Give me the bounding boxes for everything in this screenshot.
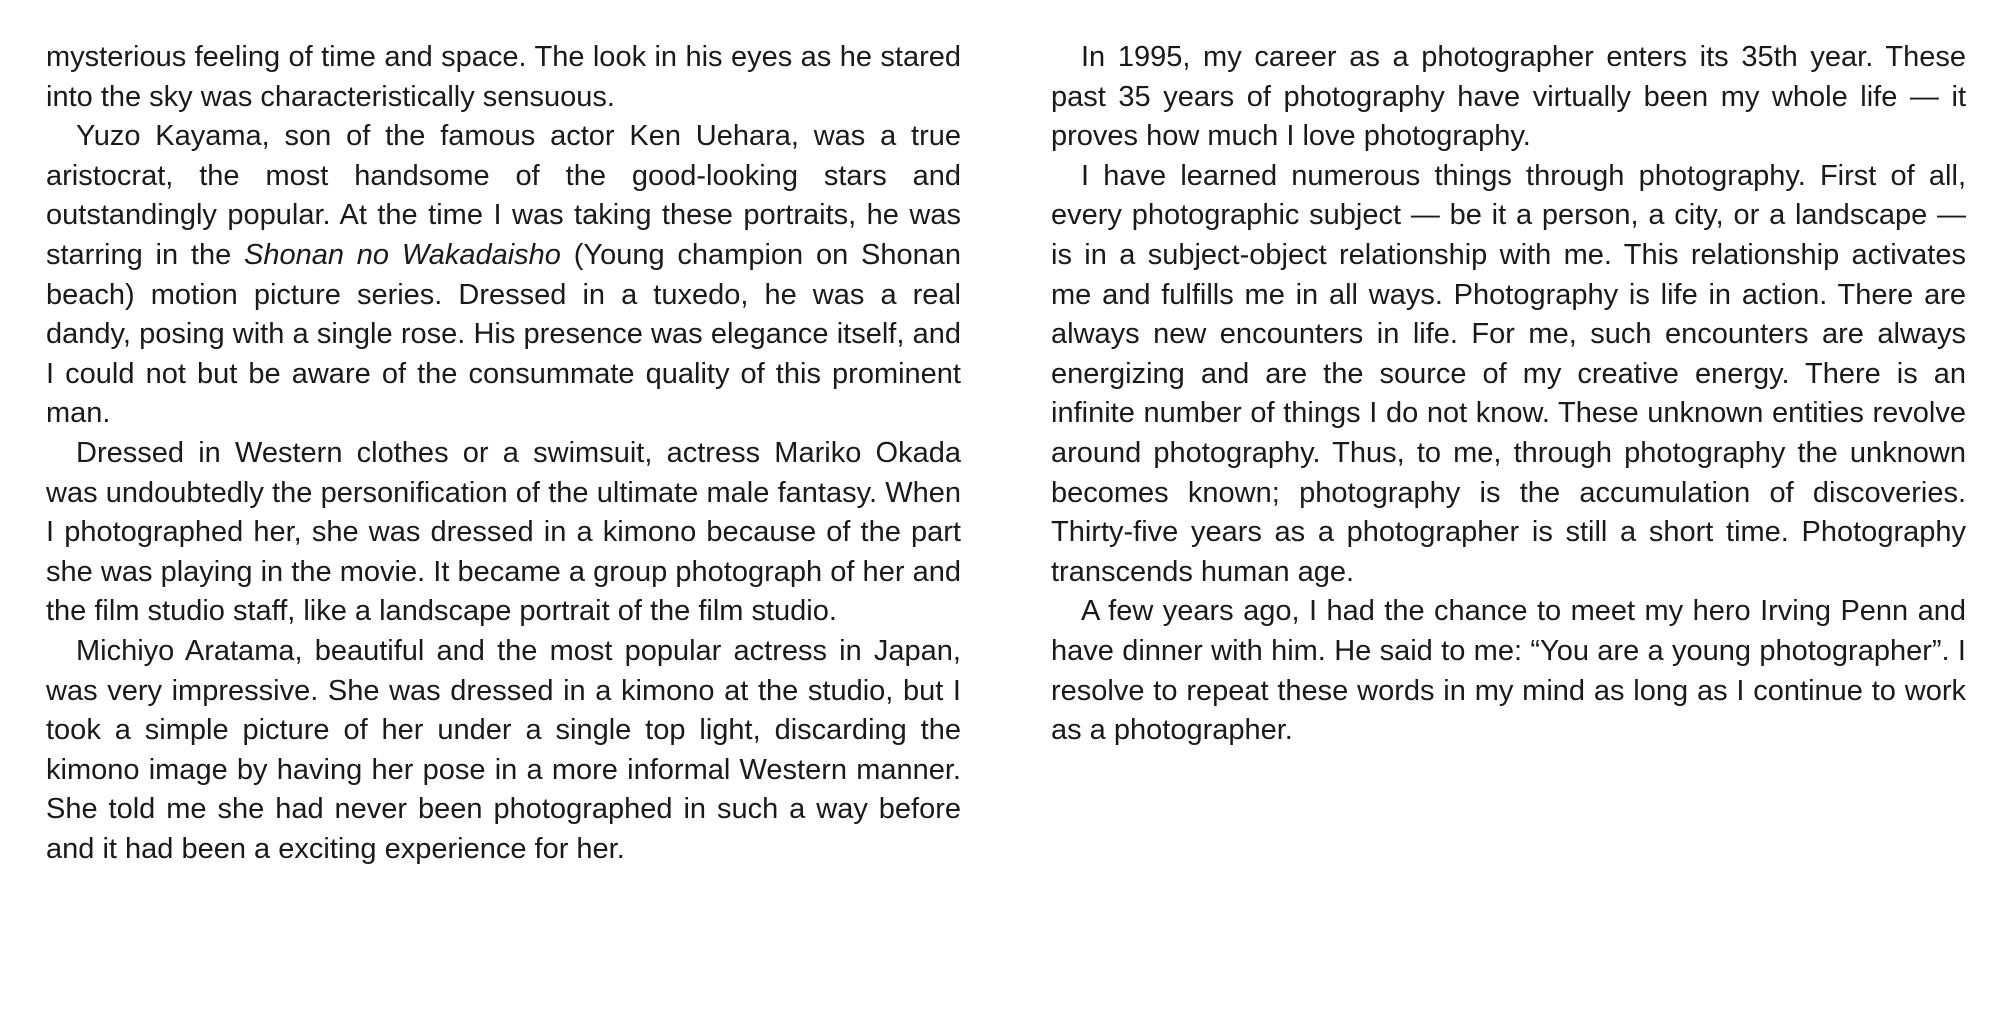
- paragraph-p4: [46, 632, 961, 870]
- paragraph-text: In 1995, my career as a photographer enters its 35th year. These past 35 years of photography have virtually been my whole life — it proves how much I love photography.: [1051, 41, 1966, 153]
- right-text-column: [1051, 38, 1966, 751]
- paragraph-text: mysterious feeling of time and space. The look in his eyes as he stared into the sky was characteristically sensuous.: [46, 41, 961, 113]
- paragraph-p3: [46, 434, 961, 632]
- italic-title-text: Shonan no Wakadaisho: [244, 238, 561, 271]
- paragraph-text: Dressed in Western clothes or a swimsuit, actress Mariko Okada was undoubtedly the personification of the ultimate male fantasy. When I photographed her, she was dressed in a kimono because of the part she was playing in the movie. It became a group photograph of her and the film studio staff, like a landscape portrait of the film studio.: [46, 436, 961, 628]
- left-text-column: [46, 38, 961, 869]
- paragraph-text: (Young champion on Shonan beach) motion picture series. Dressed in a tuxedo, he was a real dandy, posing with a single rose. His presence was elegance itself, and I could not but be aware of the consummate quality of this prominent man.: [46, 238, 961, 430]
- paragraph-text: Michiyo Aratama, beautiful and the most popular actress in Japan, was very impressive. She was dressed in a kimono at the studio, but I took a simple picture of her under a single top light, discarding the kimono image by having her pose in a more informal Western manner. She told me she had never been photographed in such a way before and it had been a exciting experience for her.: [46, 634, 961, 865]
- paragraph-p7: [1051, 592, 1966, 750]
- paragraph-text: Yuzo Kayama, son of the famous actor Ken Uehara, was a true aristocrat, the most handsome of the good-looking stars and outstandingly popular. At the time I was taking these portraits, he was starring in the: [46, 120, 961, 271]
- paragraph-p1: [46, 38, 961, 117]
- paragraph-p6: [1051, 157, 1966, 593]
- paragraph-p2: [46, 117, 961, 434]
- paragraph-p5: [1051, 38, 1966, 157]
- paragraph-text: I have learned numerous things through photography. First of all, every photographic subject — be it a person, a city, or a landscape — is in a subject-object relationship with me. This relationship activates me and fulfills me in all ways. Photography is life in action. There are always new encounters in life. For me, such encounters are always energizing and are the source of my creative energy. There is an infinite number of things I do not know. These unknown entities revolve around photography. Thus, to me, through photography the unknown becomes known; photography is the accumulation of discoveries. Thirty-five years as a photographer is still a short time. Photography transcends human age.: [1051, 159, 1966, 588]
- paragraph-text: A few years ago, I had the chance to meet my hero Irving Penn and have dinner with him. He said to me: “You are a young photographer”. I resolve to repeat these words in my mind as long as I continue to work as a photographer.: [1051, 595, 1966, 747]
